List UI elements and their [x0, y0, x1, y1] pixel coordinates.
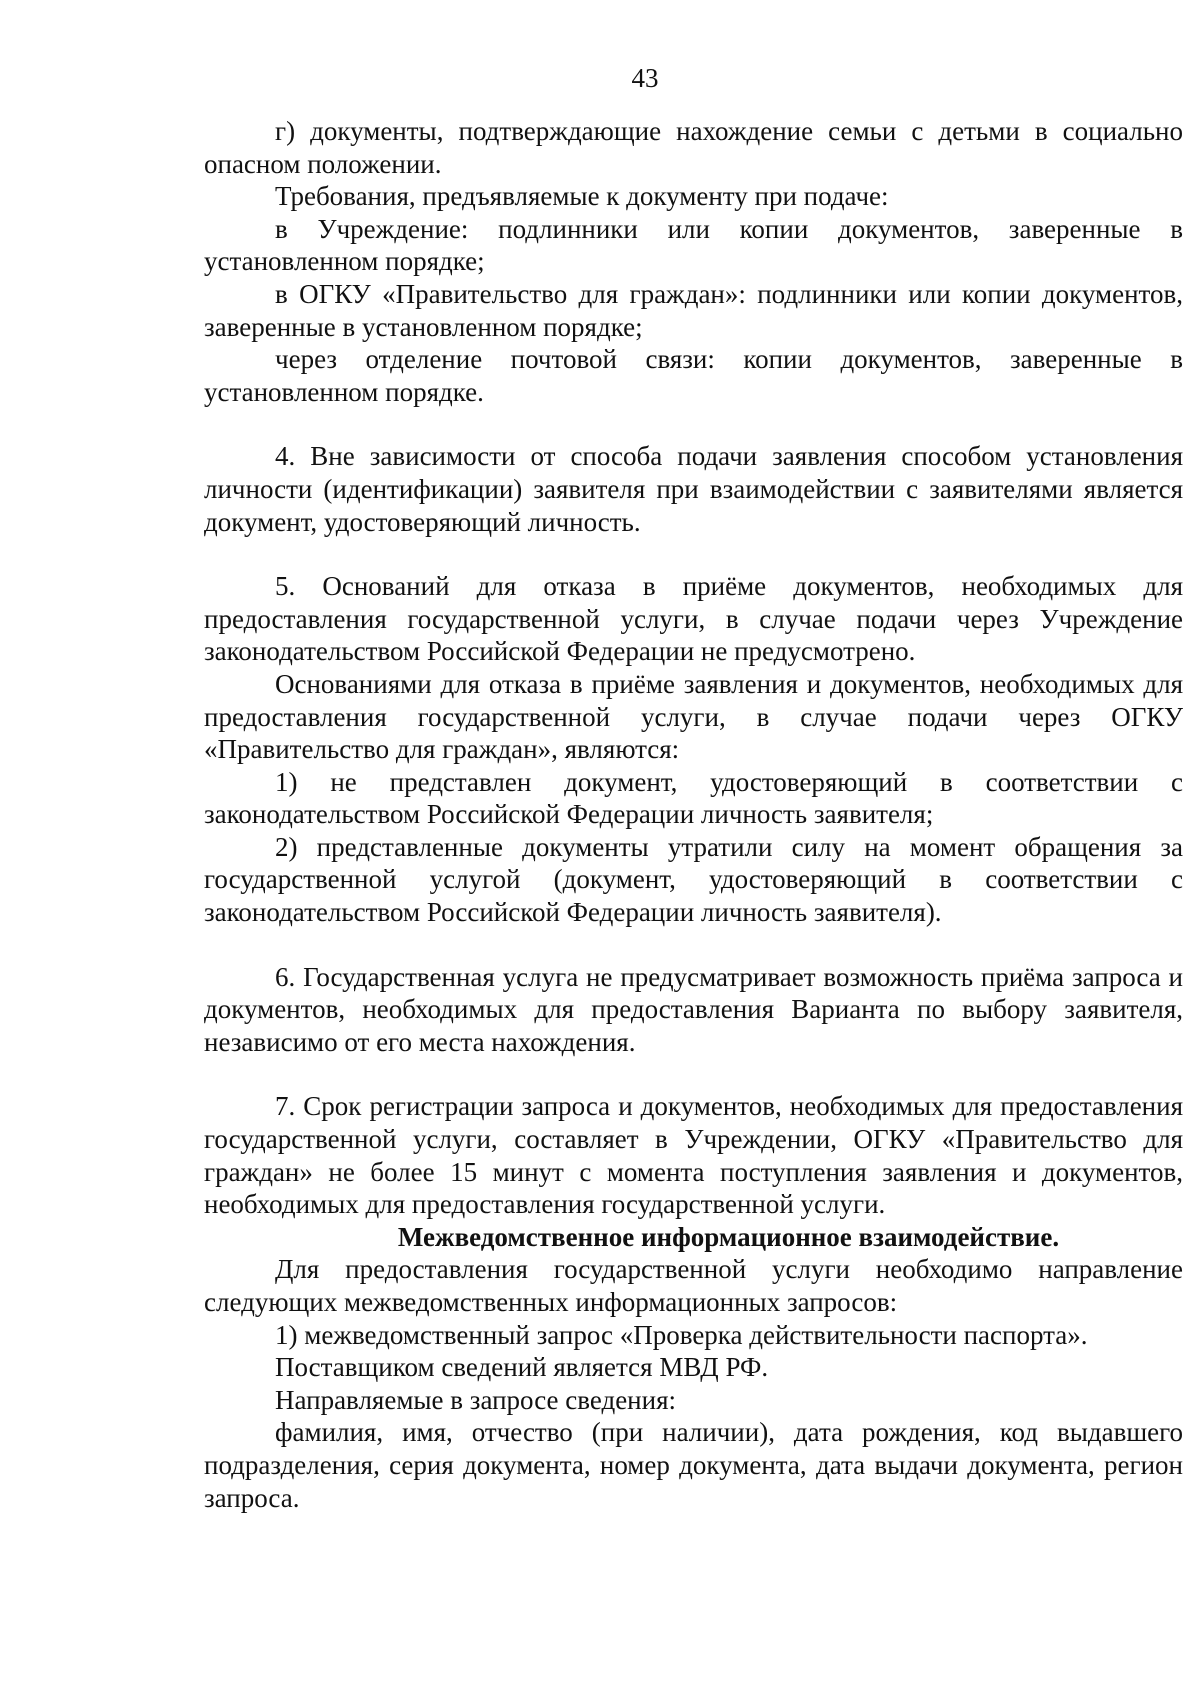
paragraph-sent-fields: фамилия, имя, отчество (при наличии), дата рождения, код выдавшего подразделения, серия документа, номер документа, дата выдачи документа, регион запроса. [204, 1417, 1183, 1513]
paragraph-requirements-ogku: в ОГКУ «Правительство для граждан»: подлинники или копии документов, заверенные в установленном порядке; [204, 278, 1183, 342]
paragraph-supplier: Поставщиком сведений является МВД РФ. [275, 1352, 769, 1383]
document-body [204, 115, 1183, 1514]
paragraph-sent-data: Направляемые в запросе сведения: [275, 1384, 676, 1415]
paragraph-item-6: 6. Государственная услуга не предусматривает возможность приёма запроса и документов, необходимых для предоставления Варианта по выбору заявителя, независимо от его места нахождения. [204, 961, 1183, 1057]
paragraph-refusal-2: 2) представленные документы утратили силу на момент обращения за государственной услугой (документ, удостоверяющий в соответствии с законодательством Российской Федерации личность заявителя). [204, 831, 1183, 928]
paragraph-requirements-institution: в Учреждение: подлинники или копии документов, заверенные в установленном порядке; [204, 213, 1183, 277]
paragraph-refusal-1: 1) не представлен документ, удостоверяющий в соответствии с законодательством Российской Федерации личность заявителя; [204, 766, 1183, 830]
paragraph-item-4: 4. Вне зависимости от способа подачи заявления способом установления личности (идентификации) заявителя при взаимодействии с заявителями является документ, удостоверяющий личность. [204, 441, 1183, 537]
paragraph-refusal-grounds: Основаниями для отказа в приёме заявления и документов, необходимых для предоставления государственной услуги, в случае подачи через ОГКУ «Правительство для граждан», являются: [204, 668, 1183, 765]
paragraph-interagency-requests: Для предоставления государственной услуги необходимо направление следующих межведомственных информационных запросов: [204, 1254, 1183, 1317]
paragraph-requirements-post: через отделение почтовой связи: копии документов, заверенные в установленном порядке. [204, 344, 1183, 407]
paragraph-item-5: 5. Оснований для отказа в приёме документов, необходимых для предоставления государственной услуги, в случае подачи через Учреждение законодательством Российской Федерации не предусмотрено. [204, 571, 1183, 667]
paragraph-requirements: Требования, предъявляемые к документу при подаче: [275, 181, 889, 212]
paragraph-request-1: 1) межведомственный запрос «Проверка действительности паспорта». [275, 1319, 1088, 1350]
paragraph-item-7: 7. Срок регистрации запроса и документов, необходимых для предоставления государственной услуги, составляет в Учреждении, ОГКУ «Правительство для граждан» не более 15 минут с момента поступления заявления и документов, необходимых для предоставления государственной услуги. [204, 1091, 1183, 1220]
page-number: 43 [631, 63, 659, 93]
paragraph-docs-dangerous-position: г) документы, подтверждающие нахождение семьи с детьми в социально опасном положении. [204, 116, 1183, 179]
section-heading: Межведомственное информационное взаимодействие. [397, 1221, 1060, 1252]
